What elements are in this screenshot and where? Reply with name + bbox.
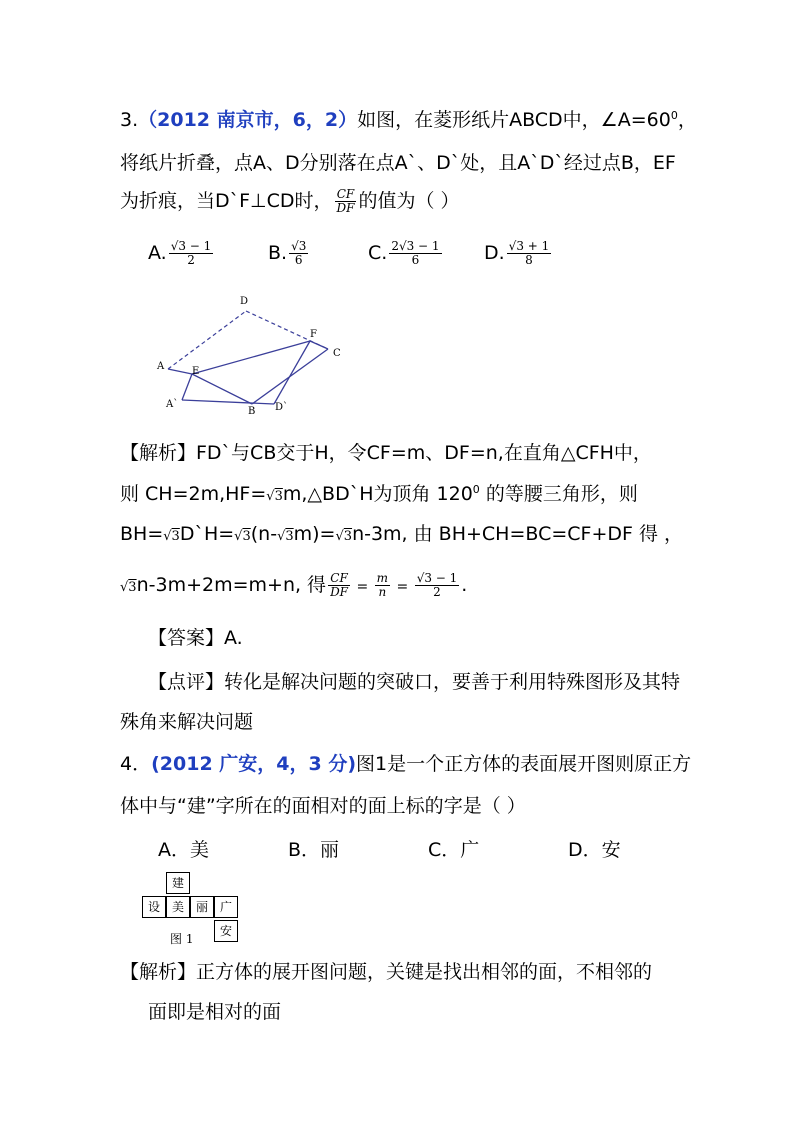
- q4-line2: 体中与“建”字所在的面相对的面上标的字是（ ）: [120, 795, 526, 817]
- q3-degree: 0: [670, 109, 678, 122]
- label-B: B: [248, 406, 256, 417]
- radicand: 3: [242, 529, 251, 544]
- text: .: [461, 574, 468, 596]
- text: BH=: [120, 523, 164, 545]
- fraction-denominator: 6: [294, 253, 303, 267]
- q4-number: 4．: [120, 753, 152, 775]
- fraction-denominator: 2: [433, 585, 441, 599]
- fraction-denominator: n: [378, 585, 387, 599]
- option-fraction: [289, 240, 308, 267]
- label-C: C: [333, 348, 341, 359]
- fraction: [415, 572, 460, 599]
- option-fraction: [169, 240, 214, 267]
- option-label: B.: [268, 242, 288, 264]
- q3-line3-pre: 为折痕，当D`F⊥CD时，: [120, 190, 333, 212]
- net-cell-4: 广: [214, 896, 238, 918]
- q3-line1: [120, 108, 697, 132]
- q3-number: 3.: [120, 109, 139, 131]
- fraction-denominator: 8: [525, 253, 533, 267]
- option-label: D.: [484, 242, 505, 264]
- rhombus-fold-figure: [150, 290, 360, 420]
- segment-FC: [310, 341, 328, 349]
- q3-line3-post: 的值为（ ）: [358, 190, 460, 212]
- text: 则 CH=2m,HF=: [120, 483, 267, 505]
- q3-option-d[interactable]: [484, 240, 553, 267]
- text: (n-: [250, 523, 278, 545]
- text: m,△BD`H为顶角 120: [282, 483, 473, 505]
- sqrt: √3: [120, 580, 137, 595]
- option-label: A.: [148, 242, 167, 264]
- q3-analysis-line1: 【解析】FD`与CB交于H，令CF=m、DF=n,在直角△CFH中，: [120, 442, 652, 464]
- fraction-numerator: √3 + 1: [508, 239, 550, 253]
- segment-EB: [192, 374, 252, 404]
- q3-line2: 将纸片折叠，点A、D分别落在点A`、D`处，且A`D`经过点B，EF: [120, 152, 676, 174]
- label-F: F: [310, 329, 317, 340]
- q3-option-a[interactable]: [148, 240, 215, 267]
- fraction-numerator: m: [376, 571, 389, 585]
- cube-net-figure: [142, 872, 262, 952]
- q3-line3: [120, 188, 460, 215]
- q3-analysis-line2: [120, 482, 638, 509]
- q4-analysis-line1: 【解析】正方体的展开图问题，关键是找出相邻的面，不相邻的: [120, 961, 653, 983]
- net-cell-2: 美: [166, 896, 190, 918]
- fraction-denominator: DF: [336, 201, 355, 215]
- option-label: C.: [368, 242, 388, 264]
- label-E: E: [192, 366, 200, 377]
- radicand: 3: [274, 489, 283, 504]
- sqrt: √3: [266, 489, 283, 504]
- q3-option-b[interactable]: [268, 240, 310, 267]
- net-cell-top: 建: [166, 872, 190, 894]
- segment-AprimeE: [182, 374, 192, 400]
- segment-EF: [192, 341, 310, 374]
- fraction-denominator: 2: [187, 253, 195, 267]
- net-cell-3: 丽: [190, 896, 214, 918]
- fraction-numerator: CF: [335, 188, 357, 202]
- q3-comment-line2: 殊角来解决问题: [120, 711, 254, 733]
- q4-line1-text: 图1是一个正方体的表面展开图则原正方: [356, 753, 692, 775]
- q3-line1-text: 如图，在菱形纸片ABCD中，∠A=60: [357, 109, 671, 131]
- q4-option-d[interactable]: D．安: [568, 839, 621, 861]
- q3-source: （2012 南京市，6，2）: [138, 109, 358, 131]
- segment-AE: [168, 369, 192, 374]
- q4-source: (2012 广安，4，3 分): [151, 753, 357, 775]
- segment-AD-dashed: [168, 311, 246, 369]
- segment-AprimeDprime: [182, 400, 274, 404]
- text: D`H=: [179, 523, 235, 545]
- sqrt: √3: [234, 529, 251, 544]
- fraction-denominator: DF: [330, 585, 349, 599]
- sqrt: √3: [163, 529, 180, 544]
- radicand: 3: [343, 529, 353, 544]
- option-fraction: [389, 240, 441, 267]
- radicand: 3: [285, 529, 294, 544]
- fraction-numerator: √3: [291, 239, 307, 253]
- fraction-numerator: √3 − 1: [170, 239, 212, 253]
- sqrt: √3: [335, 529, 353, 544]
- label-D: D: [240, 296, 249, 307]
- fraction: [375, 572, 390, 599]
- q4-option-c[interactable]: C．广: [428, 839, 480, 861]
- q4-line1: [120, 752, 691, 776]
- text: =: [352, 579, 373, 595]
- figure-caption: 图 1: [170, 932, 194, 946]
- q3-comment-line1: 【点评】转化是解决问题的突破口，要善于利用特殊图形及其特: [148, 671, 681, 693]
- text: n-3m+2m=m+n, 得: [136, 574, 327, 596]
- q3-option-c[interactable]: [368, 240, 444, 267]
- segment-FDprime: [274, 341, 310, 404]
- sqrt: √3: [277, 529, 294, 544]
- text: =: [392, 579, 413, 595]
- fraction-numerator: √3 − 1: [416, 571, 458, 585]
- q4-option-a[interactable]: A．美: [158, 839, 209, 861]
- fraction-denominator: 6: [411, 253, 420, 267]
- text: 的等腰三角形，则: [479, 483, 638, 505]
- label-A-prime: A`: [166, 399, 179, 410]
- q4-analysis-line2: 面即是相对的面: [148, 1001, 282, 1023]
- text: m)=: [293, 523, 336, 545]
- label-D-prime: D`: [275, 402, 289, 413]
- q3-line1-end: ，: [677, 109, 697, 131]
- net-cell-bottom: 安: [214, 920, 238, 942]
- fraction-numerator: CF: [328, 572, 350, 586]
- label-A: A: [157, 361, 165, 372]
- fraction-numerator: 2√3 − 1: [391, 239, 440, 253]
- q3-analysis-line3: [120, 522, 683, 549]
- fraction: [328, 572, 350, 599]
- radicand: 3: [128, 580, 137, 595]
- net-cell-1: 设: [142, 896, 166, 918]
- option-fraction: [507, 240, 552, 267]
- radicand: 3: [171, 529, 180, 544]
- q4-option-b[interactable]: B．丽: [288, 839, 340, 861]
- degree: 0: [472, 483, 480, 496]
- q3-answer: 【答案】A.: [148, 627, 243, 649]
- q3-analysis-line4: [120, 572, 467, 600]
- text: n-3m, 由 BH+CH=BC=CF+DF 得 ，: [352, 523, 684, 545]
- q3-line3-fraction: [335, 188, 357, 215]
